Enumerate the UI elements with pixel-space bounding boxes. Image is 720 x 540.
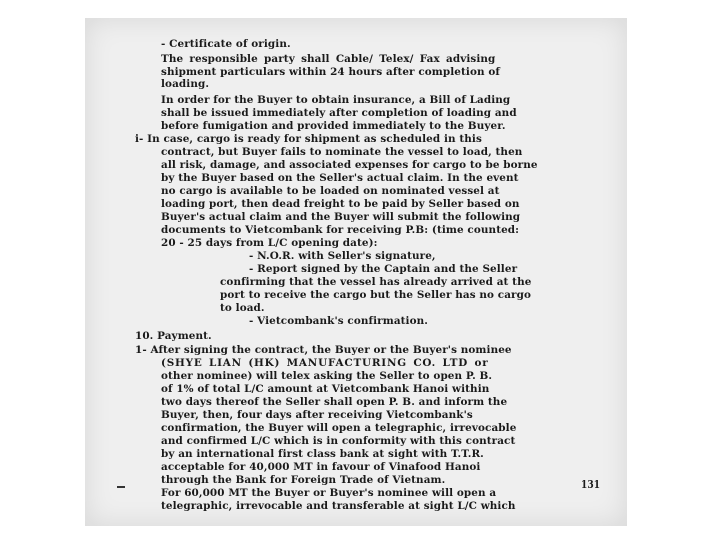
page-number: 131 [581,478,601,491]
section-heading: 10. Payment. [135,330,212,342]
text-line: contract, but Buyer fails to nominate the vessel to load, then [161,146,523,158]
text-line: to load. [220,302,265,314]
text-line: by an international first class bank at sight with T.T.R. [161,448,484,460]
text-line: of 1% of total L/C amount at Vietcombank Hanoi within [161,383,490,395]
text-line: i- In case, cargo is ready for shipment as scheduled in this [135,133,482,145]
text-line: shall be issued immediately after completion of loading and [161,107,517,119]
text-line: by the Buyer based on the Seller's actual claim. In the event [161,172,519,184]
text-line: (SHYE LIAN (HK) MANUFACTURING CO. LTD or [161,357,489,369]
text-line: two days thereof the Seller shall open P. B. and inform the [161,396,508,408]
text-line: - N.O.R. with Seller's signature, [249,250,436,262]
text-line: all risk, damage, and associated expenses for cargo to be borne [161,159,538,171]
scan-mark [117,486,125,488]
text-line: Buyer's actual claim and the Buyer will submit the following [161,211,521,223]
text-line: shipment particulars within 24 hours after completion of [161,66,500,78]
text-line: 1- After signing the contract, the Buyer or the Buyer's nominee [135,344,512,356]
text-line: confirmation, the Buyer will open a telegraphic, irrevocable [161,422,517,434]
text-line: before fumigation and provided immediately to the Buyer. [161,120,506,132]
text-line: through the Bank for Foreign Trade of Vietnam. [161,474,446,486]
text-line: no cargo is available to be loaded on nominated vessel at [161,185,500,197]
text-line: 20 - 25 days from L/C opening date): [161,237,378,249]
text-line: other nominee) will telex asking the Seller to open P. B. [161,370,493,382]
text-line: For 60,000 MT the Buyer or Buyer's nominee will open a [161,487,497,499]
text-line: confirming that the vessel has already arrived at the [220,276,532,288]
text-line: Buyer, then, four days after receiving Vietcombank's [161,409,473,421]
text-line: - Report signed by the Captain and the Seller [249,263,518,275]
text-line: In order for the Buyer to obtain insurance, a Bill of Lading [161,94,511,106]
text-line: loading port, then dead freight to be paid by Seller based on [161,198,520,210]
text-line: - Certificate of origin. [161,38,291,50]
text-line: telegraphic, irrevocable and transferable at sight L/C which [161,500,516,512]
text-line: and confirmed L/C which is in conformity with this contract [161,435,516,447]
text-line: port to receive the cargo but the Seller has no cargo [220,289,532,301]
text-line: acceptable for 40,000 MT in favour of Vinafood Hanoi [161,461,481,473]
text-line: - Vietcombank's confirmation. [249,315,428,327]
text-line: The responsible party shall Cable/ Telex/ Fax advising [161,53,496,65]
text-line: loading. [161,78,210,90]
text-line: documents to Vietcombank for receiving P.B: (time counted: [161,224,520,236]
